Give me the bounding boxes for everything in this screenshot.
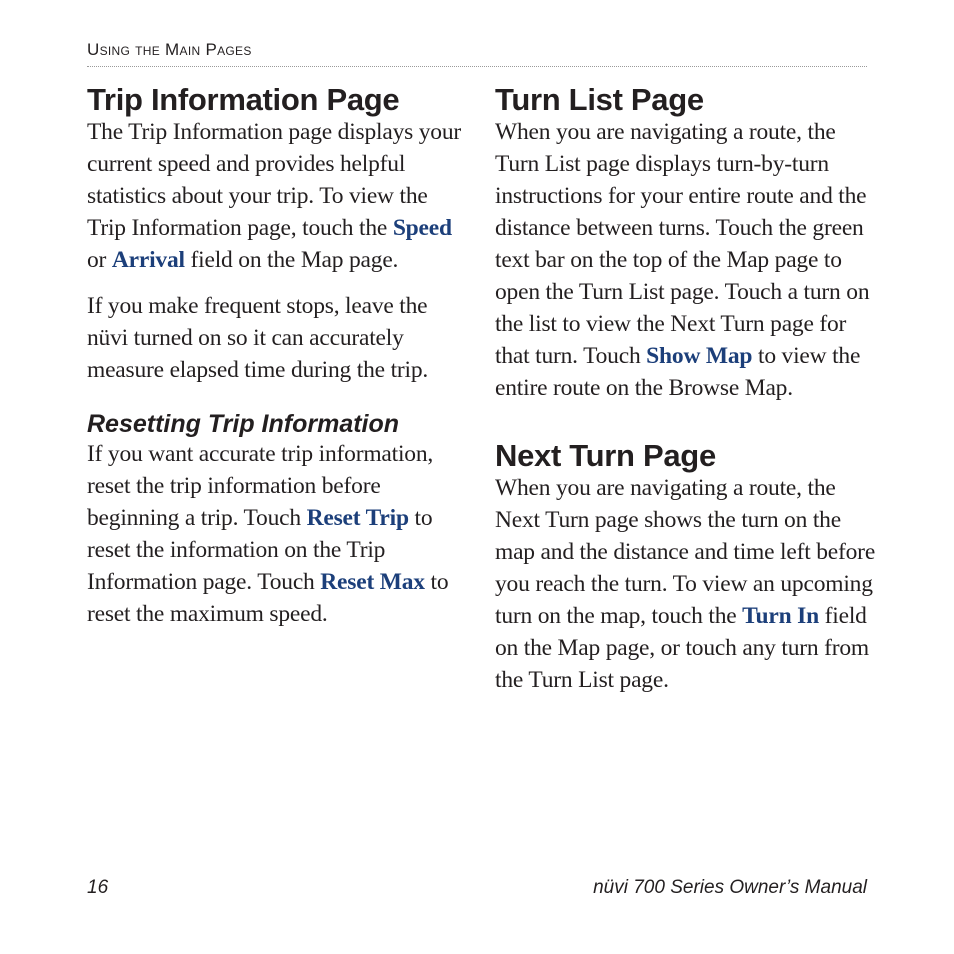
text-run: When you are navigating a route, the Next Turn page shows the turn on the map and the distance and time left before you reach the turn. To view an upcoming turn on the map, touch the xyxy=(495,475,876,629)
trip-information-paragraph-1 xyxy=(87,116,462,276)
resetting-trip-information-heading: Resetting Trip Information xyxy=(87,410,400,438)
text-run: When you are navigating a route, the Turn List page displays turn-by-turn instructions for your entire route and the distance between turns. Touch the green text bar on the top of the Map page to open the Turn List page. Touch a turn on the list to view the Next Turn page for that turn. Touch xyxy=(495,119,870,369)
text-run: The Trip Information page displays your current speed and provides helpful statistics about your trip. To view the Trip Information page, touch the xyxy=(87,119,462,241)
text-run: field on the Map page, or touch any turn from the Turn List page. xyxy=(495,603,869,693)
next-turn-heading: Next Turn Page xyxy=(495,438,716,473)
reset-max-term: Reset Max xyxy=(320,569,425,595)
text-run: field on the Map page. xyxy=(184,247,399,273)
turn-list-paragraph xyxy=(495,116,880,404)
speed-term: Speed xyxy=(392,215,452,241)
turn-in-term: Turn In xyxy=(742,603,819,629)
page-number: 16 xyxy=(87,877,109,898)
header-dotted-rule xyxy=(87,66,867,67)
text-run: If you want accurate trip information, reset the trip information before beginning a trip. Touch xyxy=(87,441,434,531)
right-column xyxy=(495,80,880,696)
show-map-term: Show Map xyxy=(646,343,753,369)
text-run: or xyxy=(87,247,112,273)
trip-information-paragraph-2: If you make frequent stops, leave the nüvi turned on so it can accurately measure elapsed time during the trip. xyxy=(87,293,429,383)
left-column xyxy=(87,80,462,630)
text-run: to reset the information on the Trip Information page. Touch xyxy=(87,505,433,595)
turn-list-heading: Turn List Page xyxy=(495,82,704,117)
reset-trip-term: Reset Trip xyxy=(306,505,409,531)
trip-information-heading: Trip Information Page xyxy=(87,82,400,117)
text-run: to view the entire route on the Browse Map. xyxy=(495,343,861,401)
arrival-term: Arrival xyxy=(111,247,185,273)
manual-title: nüvi 700 Series Owner’s Manual xyxy=(593,877,867,898)
resetting-paragraph xyxy=(87,438,462,630)
next-turn-paragraph xyxy=(495,472,880,696)
running-head: Using the Main Pages xyxy=(87,40,252,59)
text-run: to reset the maximum speed. xyxy=(87,569,449,627)
